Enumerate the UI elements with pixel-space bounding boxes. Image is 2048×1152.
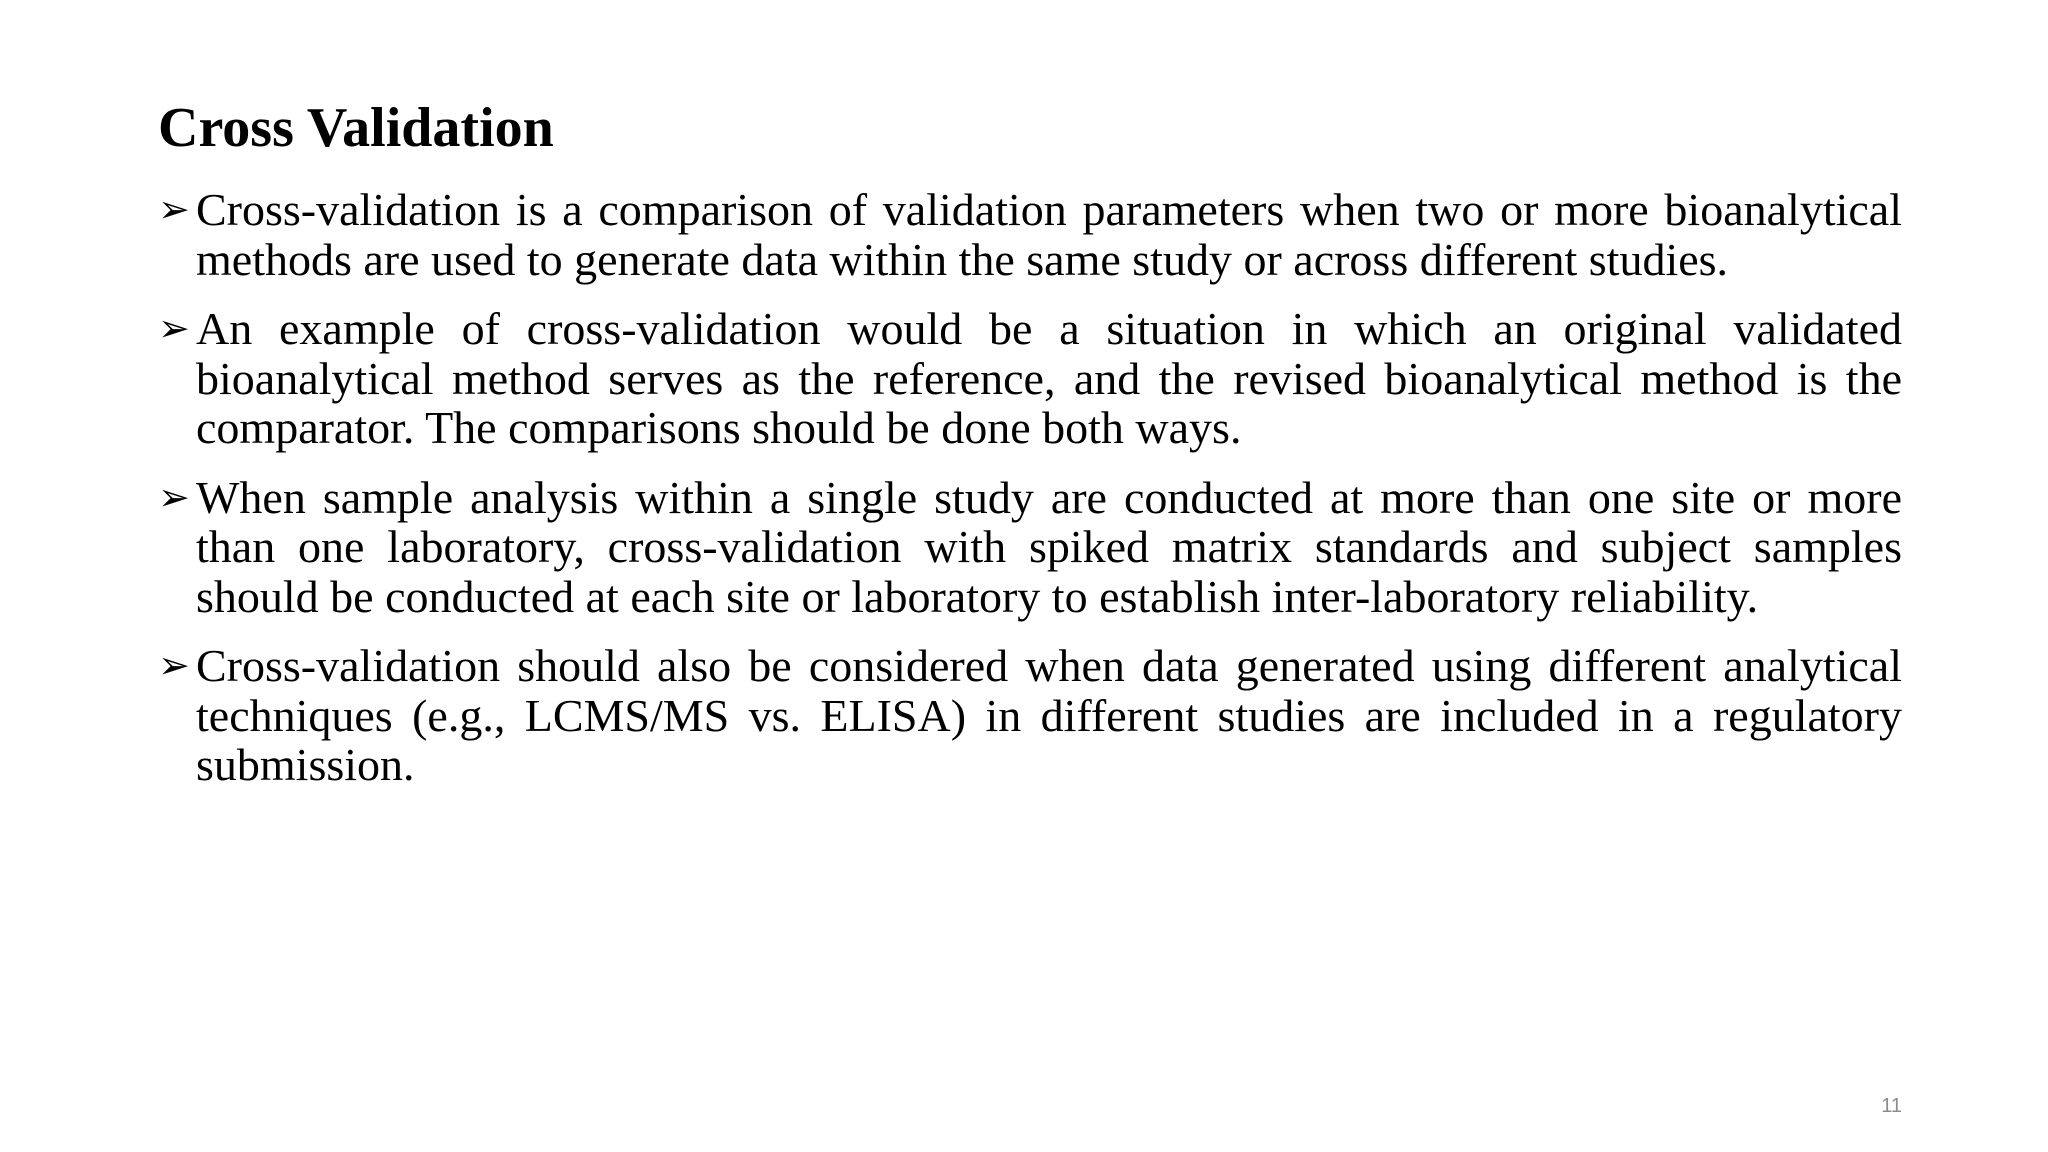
arrow-bullet-icon: ➢ [158, 306, 190, 350]
arrow-bullet-icon: ➢ [158, 643, 190, 687]
bullet-text: An example of cross-validation would be a situation in which an original validated bioanalytical method serves as the reference, and the revised bioanalytical method is the comparator. The comparisons should be done both ways. [196, 303, 1902, 453]
bullet-list [158, 185, 1902, 810]
page-number: 11 [1881, 1095, 1902, 1117]
bullet-item [158, 185, 1902, 284]
bullet-text: When sample analysis within a single study are conducted at more than one site or more than one laboratory, cross-validation with spiked matrix standards and subject samples should be conducted at each site or laboratory to establish inter-laboratory reliability. [196, 471, 1902, 622]
bullet-text: Cross-validation should also be considered when data generated using different analytical techniques (e.g., LCMS/MS vs. ELISA) in different studies are included in a regulatory submission. [196, 640, 1902, 790]
bullet-item [158, 641, 1902, 790]
slide-title: Cross Validation [158, 97, 554, 159]
bullet-item [158, 304, 1902, 453]
arrow-bullet-icon: ➢ [158, 474, 190, 519]
arrow-bullet-icon: ➢ [158, 187, 190, 231]
bullet-item [158, 473, 1902, 622]
bullet-text: Cross-validation is a comparison of validation parameters when two or more bioanalytical methods are used to generate data within the same study or across different studies. [196, 184, 1902, 285]
